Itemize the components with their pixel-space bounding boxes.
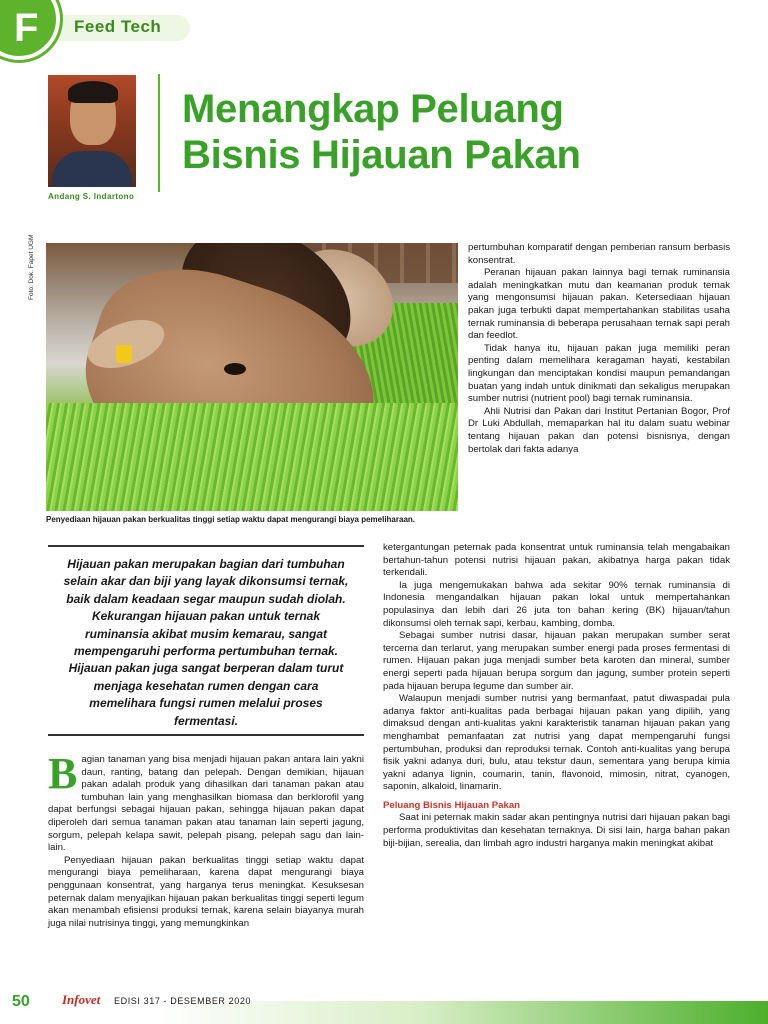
body-paragraph: Bagian tanaman yang bisa menjadi hijauan pakan antara lain yakni daun, ranting, batang dan pelepah. Dengan demikian, hijauan pakan adalah produk yang dihasilkan dari tanaman pakan atau tumbuhan lain yang menghasilkan biomasa dan berklorofil yang dapat berfungsi sebagai hijauan pakan, sehingga hijauan pakan dapat diperoleh dari semua tanaman pakan atau tanaman lain seperti jagung, sorgum, pelepah kelapa sawit, pelepah pisang, pelepah sagu dan lain-lain. [48,749,364,854]
section-letter: F [14,6,39,50]
photo-caption: Penyediaan hijauan pakan berkualitas tinggi setiap waktu dapat mengurangi biaya pemeliharaan. [46,515,415,524]
body-paragraph: Peranan hijauan pakan lainnya bagi ternak ruminansia adalah meningkatkan mutu dan keamanan produk ternak yang mengonsumsi hijauan pakan. Ketersediaan hijauan pakan juga terbukti dapat mempertahankan stabilitas usaha ternak ruminansia di beberapa perusahaan ternak sapi perah dan feedlot. [468,267,730,342]
body-column-right [468,242,730,456]
pull-quote: Hijauan pakan merupakan bagian dari tumbuhan selain akar dan biji yang layak dikonsumsi ternak, baik dalam keadaan segar maupun sudah diolah. Kekurangan hijauan pakan untuk ternak ruminansia akibat musim kemarau, sangat mempengaruhi performa pertumbuhan ternak. Hijauan pakan juga sangat berperan dalam turut menjaga kesehatan rumen dengan cara memelihara fungsi rumen melalui proses fermentasi. [63,557,349,728]
title-line-1: Menangkap Peluang [182,87,564,131]
body-paragraph: Sebagai sumber nutrisi dasar, hijauan pakan merupakan sumber serat tercerna dan terlarut, yang merupakan sumber energi pada proses fermentasi di rumen. Hijauan pakan juga menjadi sumber beta karoten dan mineral, sumber energi seperti pada hijauan berupa sorgum dan jagung, sumber protein seperti pada hijauan berupa legume dan sumber air. [383,630,730,692]
body-paragraph: Tidak hanya itu, hijauan pakan juga memiliki peran penting dalam memelihara keragaman hayati, kestabilan lingkungan dan menciptakan kondisi maupun pemandangan buatan yang indah untuk dinikmati dan sekaligus merupakan sumber nutrisi (nutrient pool) bagi ternak ruminansia. [468,342,730,405]
section-label: Feed Tech [74,17,162,36]
body-paragraph: ketergantungan peternak pada konsentrat untuk ruminansia telah mengabaikan bertahun-tahun potensi nutrisi hijauan pakan, akibatnya harga pakan tidak terkendali. [383,542,730,579]
hero-photo-cows-eating-grass [46,243,458,511]
body-paragraph: Penyediaan hijauan pakan berkualitas tinggi setiap waktu dapat mengurangi biaya pemeliharaan, karena dapat mengurangi biaya penggunaan konsentrat, yang harganya terus meningkat. Kesuksesan peternak dalam menyajikan hijauan pakan berkualitas tinggi seperti legum akan menambah efisiensi produksi ternak, karena selain biayanya murah juga nilai nutrisinya tinggi, yang memungkinkan [48,854,364,929]
photo-credit: Foto: Dok. Fapet UGM [28,234,35,300]
author-photo [48,75,136,187]
title-line-2: Bisnis Hijauan Pakan [182,133,581,177]
section-subheading: Peluang Bisnis Hijauan Pakan [383,799,521,811]
magazine-logo: Infovet [62,992,101,1007]
title-divider [158,74,160,192]
body-paragraph: Ia juga mengemukakan bahwa ada sekitar 90% ternak ruminansia di Indonesia mengandalkan hijauan pakan lokal untuk mempertahankan populasinya dan lebih dari 26 juta ton bahan kering (BK) hijauan/tahun dikonsumsi oleh ternak sapi, kerbau, kambing, domba. [383,579,730,629]
body-paragraph: Saat ini peternak makin sadar akan pentingnya nutrisi dari hijauan pakan bagi performa produktivitas dan kesehatan ternaknya. Di sisi lain, harga bahan pakan biji-bijian, serealia, dan limbah agro industri harganya makin meningkat akibat [383,812,730,849]
body-column-middle [383,542,730,850]
body-paragraph: Walaupun menjadi sumber nutrisi yang bermanfaat, patut diwaspadai pula adanya faktor anti-kualitas pada berbagai hijauan pakan yang dipilih, yang dimaksud dengan anti-kualitas yakni karakteristik tanaman hijauan pakan yang menghambat pemanfaatan zat nutrisi yang dapat mempengaruhi fungsi pertumbuhan, produksi dan reproduksi ternak. Contoh anti-kualitas yang berupa fisik yakni adanya duri, bulu, atau tekstur daun, sementara yang berupa kimia yakni adanya lignin, coumarin, tanin, flavonoid, mimosin, nitrat, cyanogen, saponin, alkaloid, linamarin. [383,693,730,793]
article-title [182,86,742,178]
body-paragraph: Ahli Nutrisi dan Pakan dari Institut Pertanian Bogor, Prof Dr Luki Abdullah, memaparkan hal itu dalam suatu webinar tentang hijauan pakan dan potensi bisnisnya, dengan bertolak dari fakta adanya [468,405,730,455]
drop-cap: B [48,749,78,798]
pull-quote-rule-bottom [48,734,364,736]
body-column-left [48,749,364,930]
body-paragraph: pertumbuhan komparatif dengan pemberian ransum berbasis konsentrat. [468,242,730,266]
section-tab [0,0,200,64]
pull-quote-rule-top [48,545,364,547]
section-letter-icon [0,0,60,60]
page-number: 50 [12,993,30,1010]
author-name: Andang S. Indartono [48,192,135,201]
issue-info: EDISI 317 - DESEMBER 2020 [114,996,252,1006]
